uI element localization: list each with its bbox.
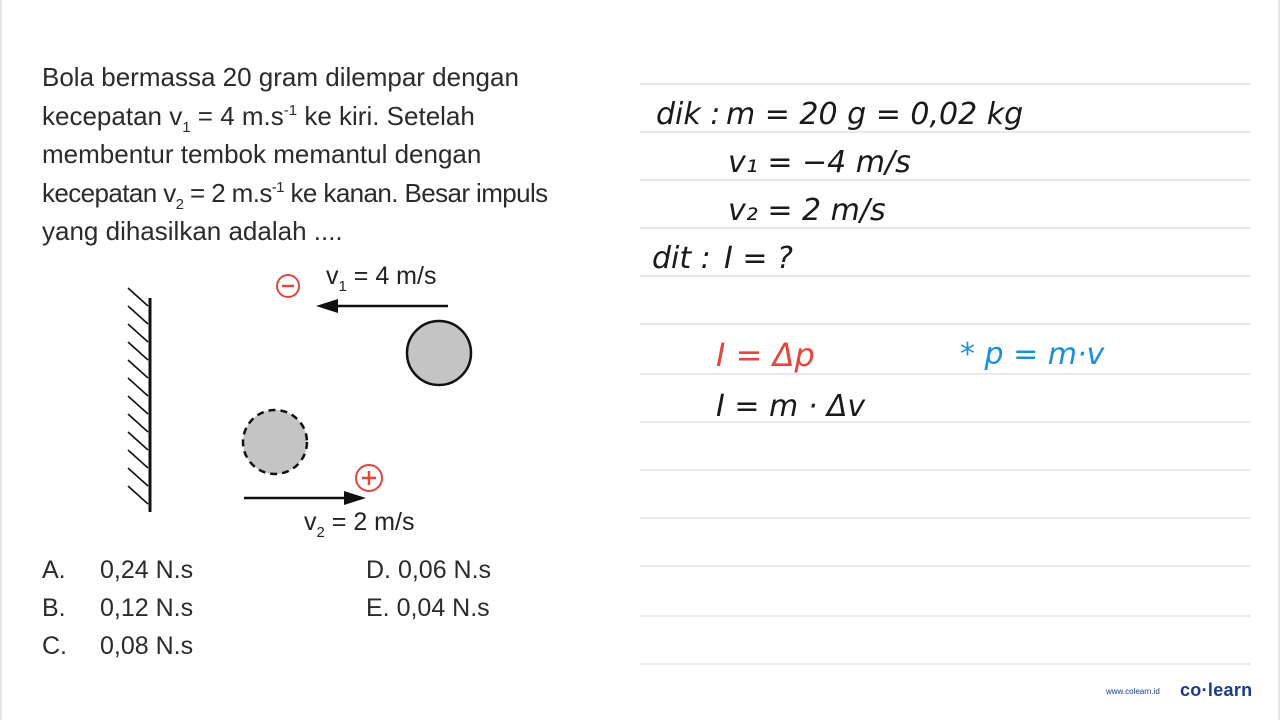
v2-label: $v_2 = 2$ m/s bbox=[304, 508, 415, 541]
brand-url: www.colearn.id bbox=[1106, 687, 1160, 696]
problem-line-2: kecepatan $v_1 = 4$ $m.s^{-1}$ ke kiri. Setelah bbox=[42, 100, 475, 136]
mass-equation: m = 20 g = 0,02 kg bbox=[726, 97, 1024, 132]
option-b[interactable]: B. 0,12 N.s bbox=[42, 594, 194, 622]
dik-label: dik : bbox=[656, 97, 721, 132]
option-d[interactable]: D. 0,06 N.s bbox=[366, 556, 492, 584]
problem-line-5: yang dihasilkan adalah .... bbox=[42, 216, 343, 246]
momentum-equation: * p = m·v bbox=[960, 337, 1105, 372]
impulse-equation-2: I = m · Δv bbox=[716, 389, 866, 424]
brand-logo: co·learn bbox=[1180, 680, 1253, 700]
option-e[interactable]: E. 0,04 N.s bbox=[366, 594, 490, 622]
problem-line-1: Bola bermassa 20 gram dilempar dengan bbox=[42, 62, 519, 92]
v1-label: $v_1 = 4$ m/s bbox=[326, 262, 437, 295]
problem-line-4: kecepatan $v_2 = 2$ $m.s^{-1}$ ke kanan. Besar impuls bbox=[42, 177, 548, 213]
problem-line-3: membentur tembok memantul dengan bbox=[42, 139, 482, 169]
v1-equation: v₁ = −4 m/s bbox=[728, 145, 911, 180]
v2-equation: v₂ = 2 m/s bbox=[728, 193, 886, 228]
impulse-equation: I = Δp bbox=[716, 336, 815, 374]
option-a[interactable]: A. 0,24 N.s bbox=[42, 556, 194, 584]
option-c[interactable]: C. 0,08 N.s bbox=[42, 632, 194, 660]
dit-equation: I = ? bbox=[724, 241, 793, 276]
dit-label: dit : bbox=[652, 241, 711, 276]
